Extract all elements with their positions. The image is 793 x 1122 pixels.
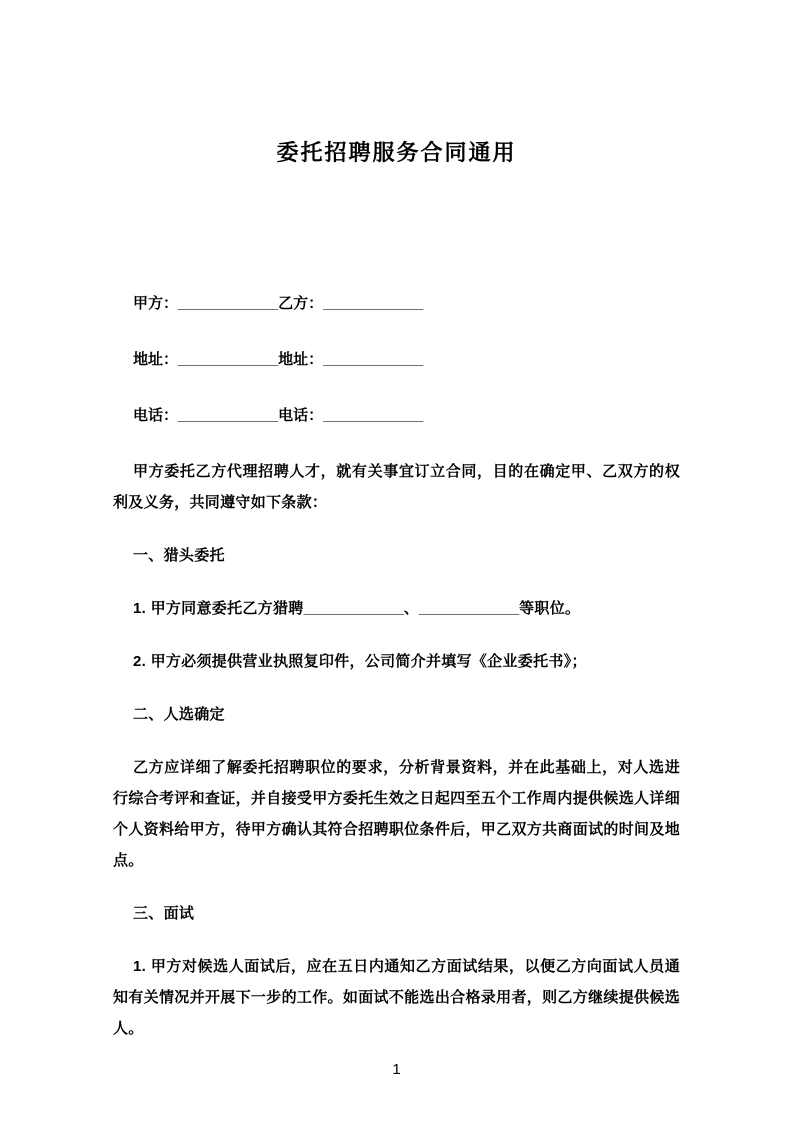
address-row [113, 344, 680, 375]
position-blank-1: ____________ [303, 600, 404, 617]
section-1-item-1 [113, 593, 680, 624]
item-1-suffix: 等职位。 [519, 600, 581, 617]
phone-row [113, 400, 680, 431]
address-b-label: 地址： [278, 351, 324, 368]
party-a-label: 甲方： [133, 295, 179, 312]
section-3-heading: 三、面试 [133, 905, 195, 922]
item-1-prefix: 1. 甲方同意委托乙方猎聘 [133, 600, 304, 617]
party-b-label: 乙方： [278, 295, 324, 312]
page-number: 1 [392, 1061, 401, 1078]
section-1-heading: 一、猎头委托 [133, 547, 225, 564]
address-a-label: 地址： [133, 351, 179, 368]
intro-paragraph: 甲方委托乙方代理招聘人才，就有关事宜订立合同，目的在确定甲、乙双方的权利及义务，共同遵守如下条款： [113, 463, 680, 511]
phone-a-label: 电话： [133, 407, 179, 424]
party-row [113, 288, 680, 319]
phone-b-label: 电话： [278, 407, 324, 424]
address-b-blank: ____________ [323, 351, 424, 368]
item-1-separator: 、 [403, 600, 420, 617]
section-1-item-2: 2. 甲方必须提供营业执照复印件，公司简介并填写《企业委托书》； [133, 653, 587, 670]
section-2-heading: 二、人选确定 [133, 706, 225, 723]
document-title: 委托招聘服务合同通用 [276, 140, 517, 165]
party-b-blank: ____________ [323, 295, 424, 312]
party-a-blank: ____________ [178, 295, 279, 312]
section-2-paragraph: 乙方应详细了解委托招聘职位的要求，分析背景资料，并在此基础上，对人选进行综合考评和查证，并自接受甲方委托生效之日起四至五个工作周内提供候选人详细个人资料给甲方，待甲方确认其符合招聘职位条件后，甲乙双方共商面试的时间及地点。 [113, 759, 680, 869]
phone-a-blank: ____________ [178, 407, 279, 424]
position-blank-2: ____________ [419, 600, 520, 617]
section-3-paragraph: 1. 甲方对候选人面试后，应在五日内通知乙方面试结果，以便乙方向面试人员通知有关情况并开展下一步的工作。如面试不能选出合格录用者，则乙方继续提供候选人。 [113, 958, 680, 1037]
address-a-blank: ____________ [178, 351, 279, 368]
phone-b-blank: ____________ [323, 407, 424, 424]
